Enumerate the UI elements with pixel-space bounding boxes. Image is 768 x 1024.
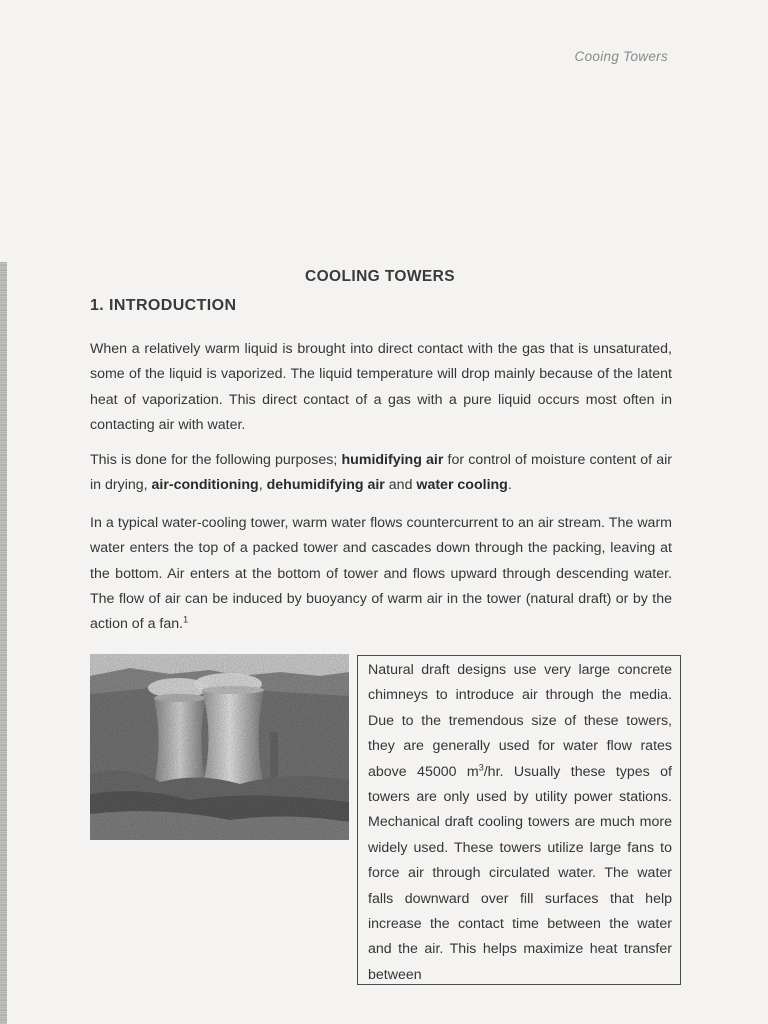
term-water-cooling: water cooling [416,477,508,494]
paragraph-purposes [90,448,672,499]
sidebar-text-before: Natural draft designs use very large concrete chimneys to introduce air through the media. Due to the tremendous size of these towers, they are generally used for water flow rates above 45000 m [368,662,672,780]
purposes-text: and [384,477,417,494]
purposes-text: , [258,477,267,494]
cubic-superscript: 3 [478,761,484,772]
purposes-text: for control of moisture content of air in drying, [90,452,673,494]
scan-edge-artifact [0,262,7,1024]
term-humidifying-air: humidifying air [341,452,444,468]
purposes-text: This is done for the following purposes; [90,452,342,468]
paragraph-water-cooling-tower [90,511,672,637]
sidebar-text-after: /hr. Usually these types of towers are only used by utility power stations. Mechanical draft cooling towers are much more widely used. These towers utilize large fans to force air through circulated water. The water falls downward over fill surfaces that help increase the contact time between the water and the air. This helps maximize heat transfer between [368,763,672,983]
document-title: COOLING TOWERS [305,268,455,285]
running-header: Cooing Towers [574,49,668,64]
cooling-towers-photo [90,654,349,840]
section-heading-introduction: 1. INTRODUCTION [90,297,237,314]
tower-description-text: In a typical water-cooling tower, warm water flows countercurrent to an air stream. The warm water enters the top of a packed tower and cascades down through the packing, leaving at the bottom. Air enters at the bottom of tower and flows upward through descending water. The flow of air can be induced by buoyancy of warm air in the tower (natural draft) or by the action of a fan. [90,515,672,633]
purposes-text: . [507,477,512,494]
footnote-reference: 1 [183,614,189,625]
term-air-conditioning: air-conditioning [151,477,259,494]
paragraph-vaporization: When a relatively warm liquid is brought into direct contact with the gas that is unsaturated, some of the liquid is vaporized. The liquid temperature will drop mainly because of the latent heat of vaporization. This direct contact of a gas with a pure liquid occurs most often in contacting air with water. [90,341,672,433]
sidebar-paragraph [368,658,672,985]
term-dehumidifying-air: dehumidifying air [266,477,385,494]
natural-draft-sidebar [357,655,681,985]
